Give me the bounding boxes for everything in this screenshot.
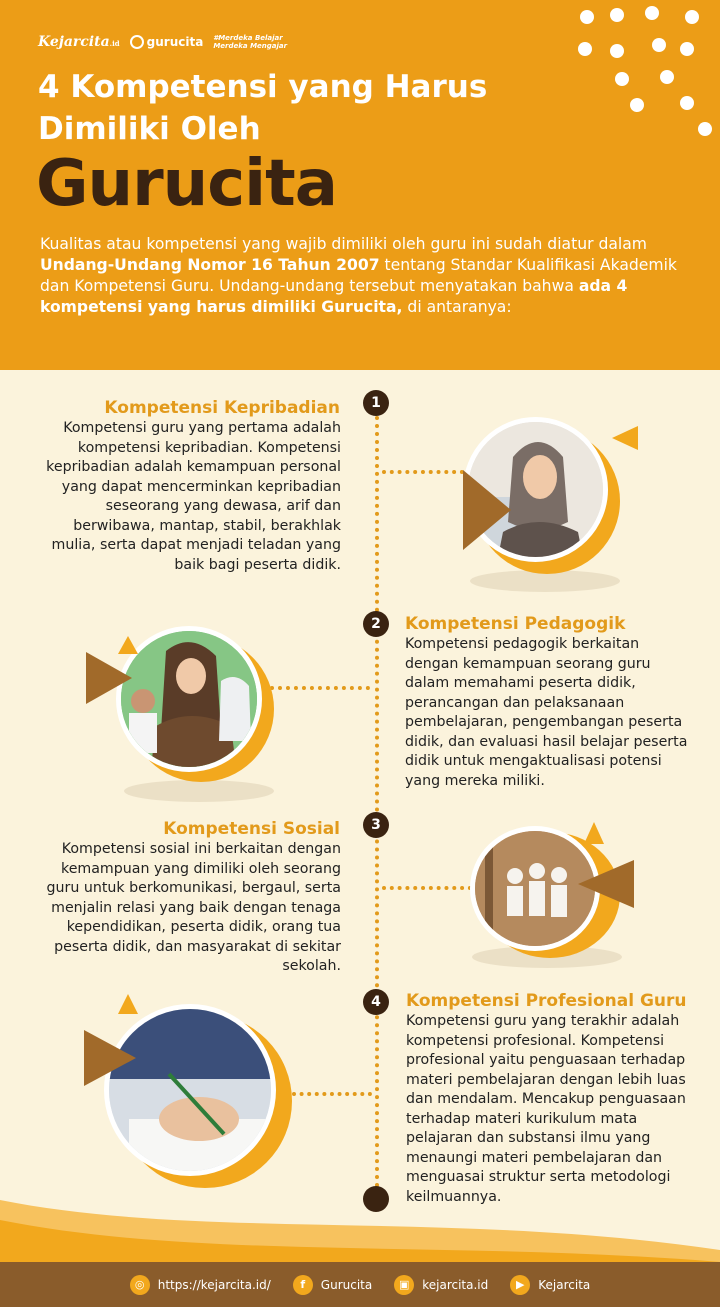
step-number-4: 4	[363, 989, 389, 1015]
paper-people-icon	[475, 831, 595, 946]
section-1-text: Kompetensi guru yang pertama adalah kompetensi kepribadian. Kompetensi kepribadian adalah kemampuan personal yang dapat mencerminkan kepribadian seseorang yang dewasa, arif dan berwibawa, mantap, stabil, berakhlak mulia, serta dapat menjadi teladan yang baik bagi peserta didik.	[46, 420, 341, 573]
step-number-1: 1	[363, 390, 389, 416]
connector-4	[292, 1092, 372, 1096]
logo-bar	[38, 34, 287, 50]
section-4-title: Kompetensi Profesional Guru	[406, 991, 687, 1011]
section-4-text: Kompetensi guru yang terakhir adalah kompetensi profesional. Kompetensi profesional yaitu penguasaan terhadap materi pembelajaran dengan lebih luas dan mendalam. Mencakup penguasaan terhadap materi kurikulum mata pelajaran dan substansi ilmu yang menaungi materi pembelajaran dan menguasai struktur serta metodologi keilmuannya.	[406, 1013, 686, 1205]
section-2-title: Kompetensi Pedagogik	[405, 614, 626, 634]
instagram-icon: ▣	[394, 1275, 414, 1295]
connector-3	[382, 886, 472, 890]
facebook-icon: f	[293, 1275, 313, 1295]
step-number-3: 3	[363, 812, 389, 838]
step-number-2: 2	[363, 611, 389, 637]
connector-1	[382, 470, 464, 474]
page-title-gurucita: Gurucita	[36, 147, 337, 221]
footer-youtube-link[interactable]: ▶ Kejarcita	[510, 1275, 590, 1295]
kejarcita-logo: Kejarcita.id	[38, 34, 120, 50]
timeline-line	[375, 416, 379, 1196]
gurucita-logo: gurucita	[130, 35, 204, 49]
section-1-title: Kompetensi Kepribadian	[104, 398, 340, 418]
teacher-students-icon	[121, 631, 257, 767]
section-3-text: Kompetensi sosial ini berkaitan dengan kemampuan yang dimiliki oleh seorang guru untuk berkomunikasi, bergaul, serta menjalin relasi yang baik dengan tenaga kependidikan, peserta didik, orang tua peserta didik, dan masyarakat di sekitar sekolah.	[46, 841, 341, 974]
intro-paragraph: Kualitas atau kompetensi yang wajib dimiliki oleh guru ini sudah diatur dalam Undang-Undang Nomor 16 Tahun 2007 tentang Standar Kualifikasi Akademik dan Kompetensi Guru. Undang-undang tersebut menyatakan bahwa ada 4 kompetensi yang harus dimiliki Gurucita, di antaranya:	[40, 235, 677, 316]
youtube-icon: ▶	[510, 1275, 530, 1295]
connector-2	[270, 686, 370, 690]
footer-facebook-link[interactable]: f Gurucita	[293, 1275, 372, 1295]
footer-instagram-link[interactable]: ▣ kejarcita.id	[394, 1275, 488, 1295]
footer-website-link[interactable]: ◎ https://kejarcita.id/	[130, 1275, 271, 1295]
section-2-text: Kompetensi pedagogik berkaitan dengan kemampuan seorang guru dalam memahami peserta didik, perancangan dan pelaksanaan pembelajaran, pengembangan peserta didik, dan evaluasi hasil belajar peserta didik untuk mengaktualisasi potensi yang mereka miliki.	[405, 636, 688, 789]
timeline-end-dot	[363, 1186, 389, 1212]
page-title: 4 Kompetensi yang Harus Dimiliki Oleh	[38, 69, 488, 147]
merdeka-logo: #Merdeka Belajar Merdeka Mengajar	[213, 34, 288, 50]
header-banner	[0, 0, 720, 370]
globe-icon: ◎	[130, 1275, 150, 1295]
gurucita-mark-icon	[130, 35, 144, 49]
footer	[0, 1262, 720, 1307]
section-3-title: Kompetensi Sosial	[163, 819, 340, 839]
